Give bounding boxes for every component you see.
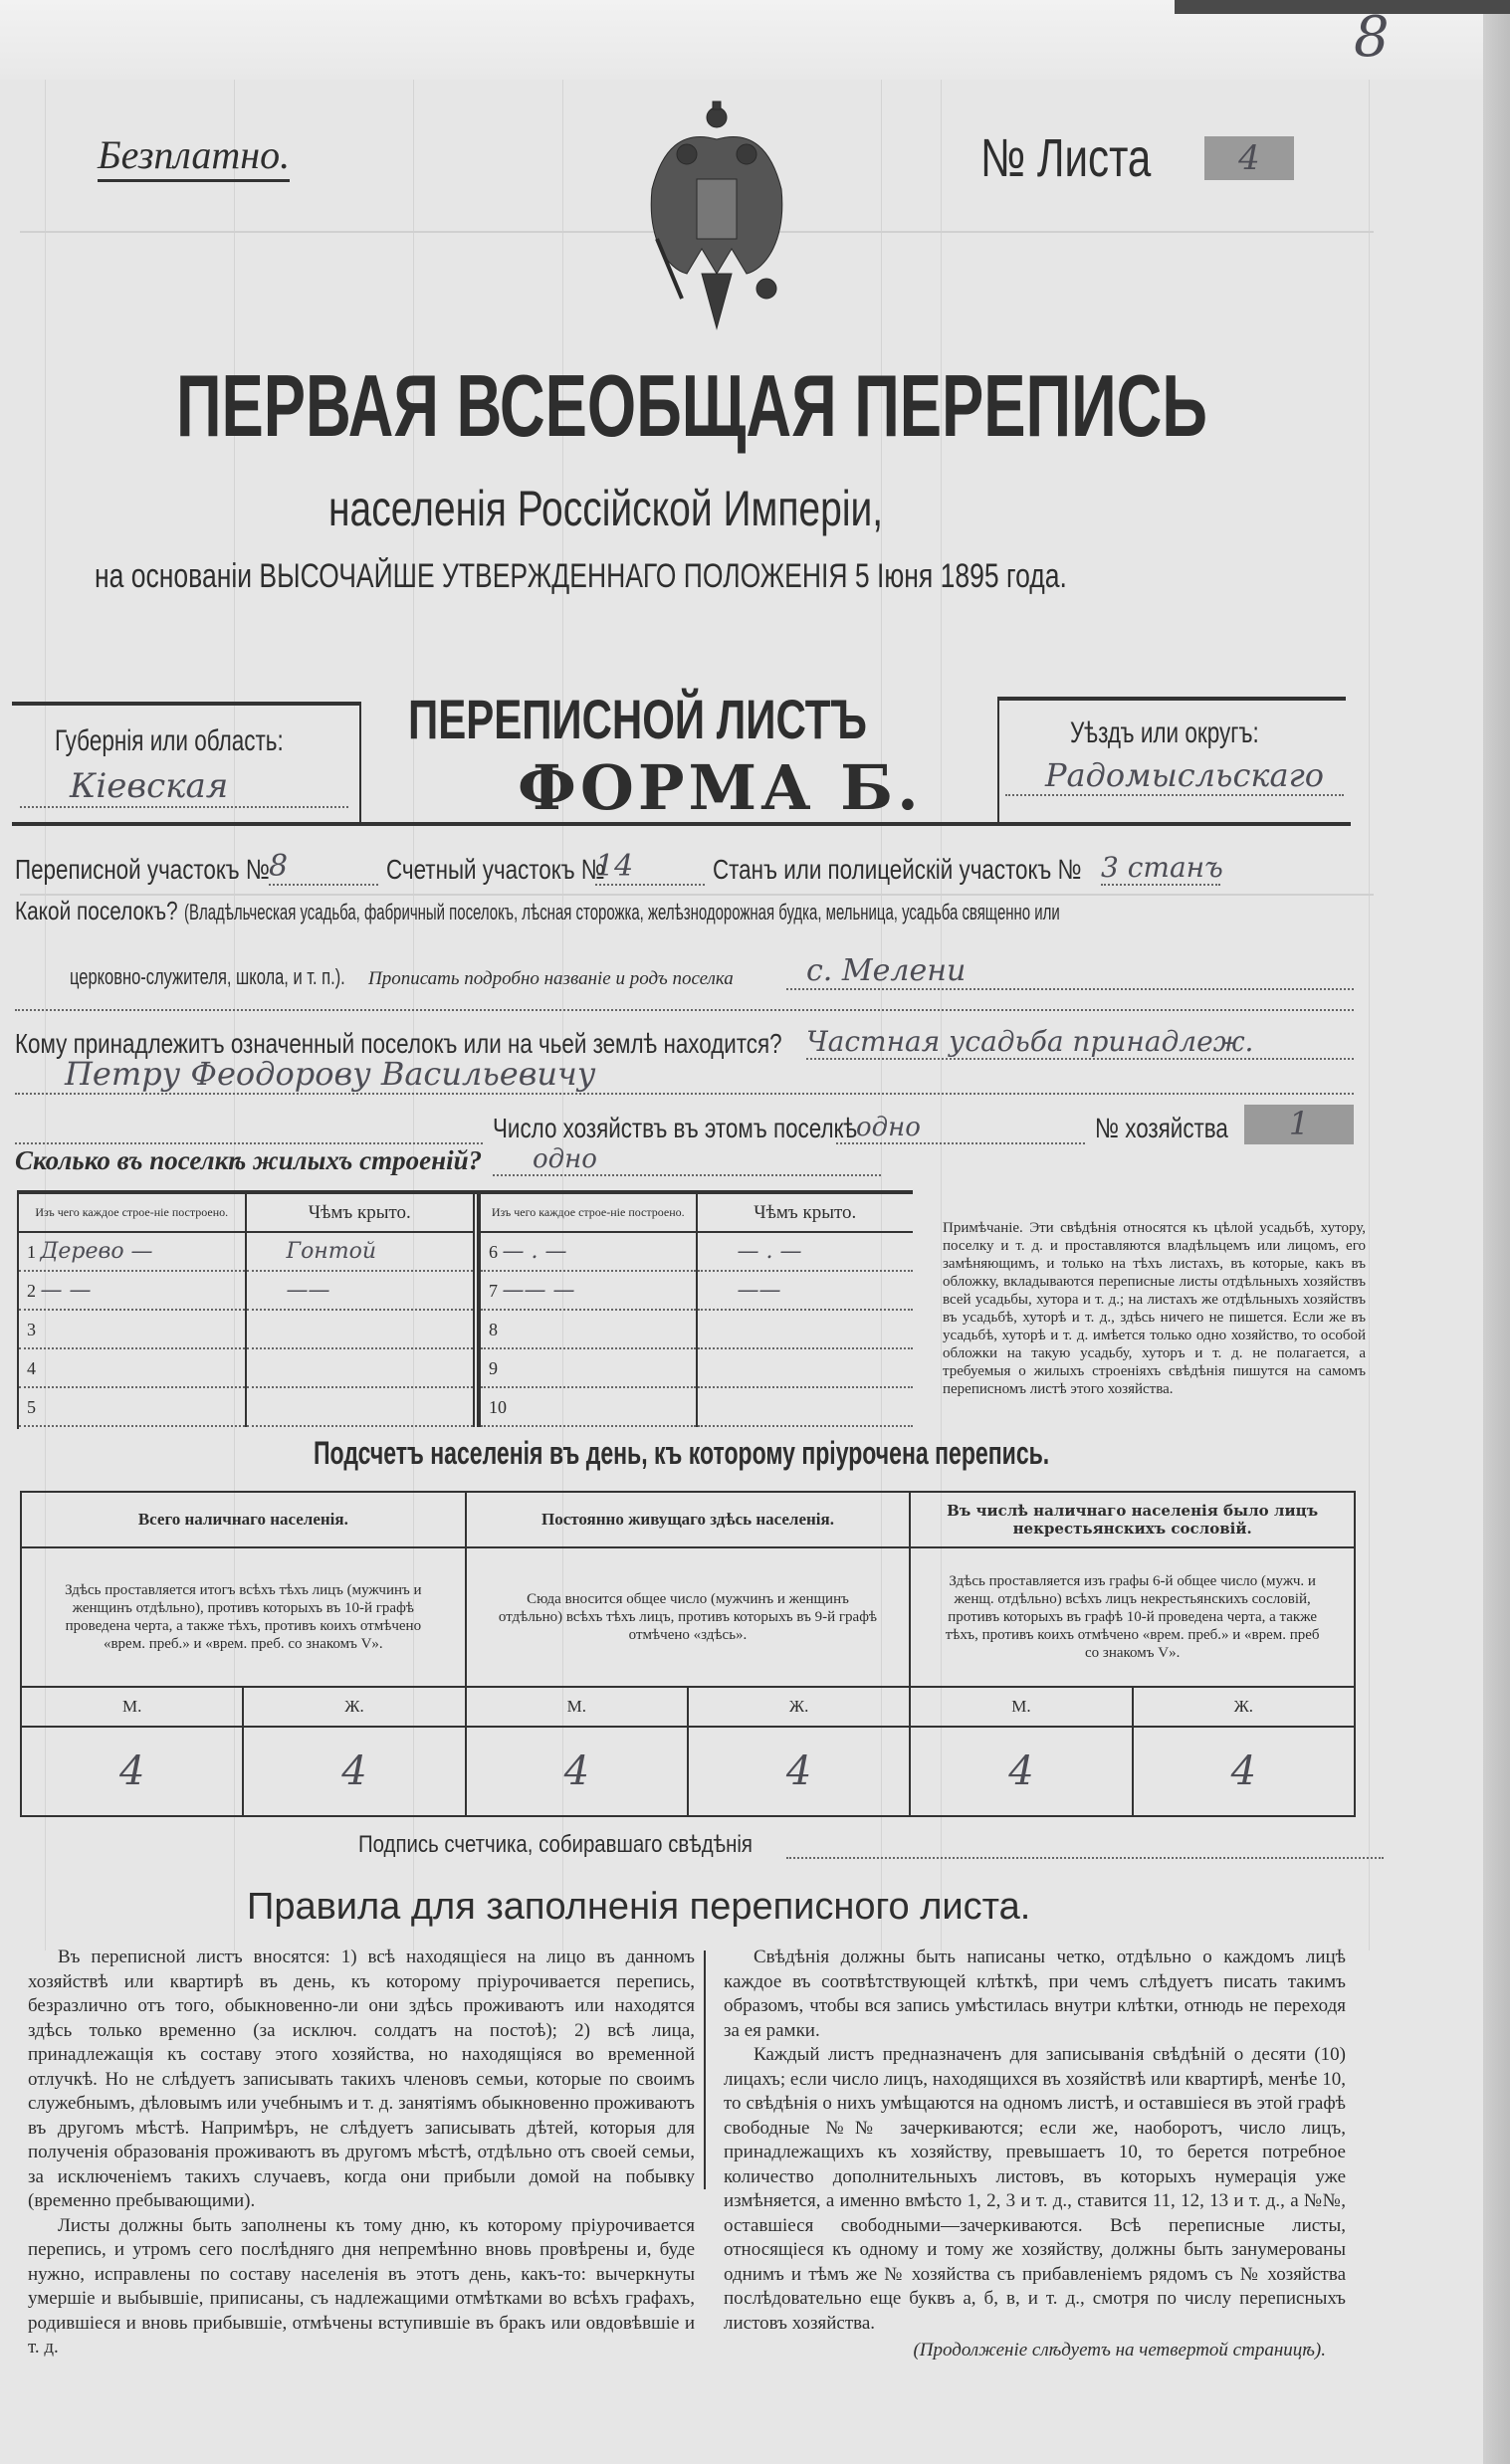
signature-label: Подпись счетчика, собиравшаго свѣдѣнія	[358, 1831, 753, 1858]
row-number: 7	[489, 1281, 498, 1301]
rules-paragraph: Свѣдѣнія должны быть написаны четко, отдѣльно о каждомъ лицѣ каждое въ соотвѣтствующей клѣткѣ, при чемъ слѣдуетъ писать такимъ образомъ, чтобы вся запись умѣстилась внутри клѣтки, отнюдь не переходя за ея рамки.	[724, 1947, 1346, 2041]
rules-title: Правила для заполненія переписного листа.	[247, 1886, 1031, 1928]
column-divider	[704, 1951, 706, 2189]
female-count: 4	[688, 1727, 910, 1816]
material-value: —— —	[502, 1278, 575, 1303]
female-header: Ж.	[688, 1687, 910, 1727]
legal-basis	[95, 557, 1341, 596]
female-header: Ж.	[243, 1687, 465, 1727]
buildings-table	[17, 1190, 913, 1427]
roof-value	[246, 1310, 474, 1348]
col-header-material: Изъ чего каждое строе-ніе построено.	[480, 1194, 697, 1232]
building-row	[18, 1348, 473, 1387]
roof-value	[697, 1310, 914, 1348]
district-value: Радомысльскаго	[1005, 756, 1344, 796]
signature-field[interactable]	[786, 1847, 1384, 1859]
census-section-value: 8	[269, 849, 378, 886]
building-row	[480, 1310, 913, 1348]
building-row	[480, 1271, 913, 1310]
divider	[997, 697, 1346, 701]
material-value: Дерево —	[40, 1239, 153, 1264]
col-header-roof: Чѣмъ крыто.	[246, 1194, 474, 1232]
col-header-material: Изъ чего каждое строе-ніе построено.	[18, 1194, 246, 1232]
roof-value: ——	[697, 1271, 914, 1310]
rules-right-column	[724, 1946, 1346, 2361]
settlement-instruction: Прописать подробно названіе и родъ поселка	[368, 968, 734, 989]
signature-row	[358, 1831, 1384, 1859]
male-header: М.	[21, 1687, 243, 1727]
background-strip	[1175, 0, 1510, 14]
row-number: 10	[489, 1397, 507, 1417]
count-group-title: Всего наличнаго населенія.	[21, 1492, 466, 1547]
count-section-value: 14	[595, 849, 705, 886]
province-value: Кіевская	[20, 766, 348, 808]
male-count: 4	[466, 1727, 688, 1816]
household-number-value: 1	[1244, 1105, 1354, 1144]
page-title	[176, 358, 1510, 456]
province-label: Губернія или область:	[55, 724, 284, 757]
building-row	[18, 1232, 473, 1271]
building-row	[18, 1387, 473, 1426]
row-number: 4	[27, 1358, 36, 1378]
settlement-value: с. Мелени	[786, 953, 1354, 990]
rules-paragraph: Въ переписной листъ вносятся: 1) всѣ находящіеся на лицо въ данномъ хозяйствѣ или квартирѣ въ день, къ которому пріурочивается перепись, безразлично отъ того, обыкновенно-ли они здѣсь проживаютъ или находятся здѣсь только временно (за исключ. солдатъ на постоѣ); 2) всѣ лица, принадлежащія къ составу этого хозяйства, но находящіяся во временной отлучкѣ. Но не слѣдуетъ записывать такихъ членовъ семьи, которые по своимъ служебнымъ, дѣловымъ или учебнымъ и т. д. занятіямъ обыкновенно проживаютъ въ другомъ мѣстѣ. Напримѣръ, не слѣдуетъ записывать дѣтей, которыя для полученія образованія проживаютъ въ другомъ мѣстѣ, отдѣльно отъ своей семьи, за исключеніемъ такихъ случаевъ, когда они прибыли домой на побывку (временно пребывающими).	[28, 1947, 695, 2211]
rules-paragraph: Каждый листъ предназначенъ для записыванія свѣдѣній о десяти (10) лицахъ; если число лицъ, находящихся въ хозяйствѣ или квартирѣ, менѣе 10, то свѣдѣнія о нихъ умѣщаются на одномъ листѣ, и оставшіеся въ этой графѣ свободные №№ зачеркиваются; если же, наоборотъ, число лицъ, принадлежащихъ къ хозяйству, превышаетъ 10, то берется потребное количество дополнительныхъ листовъ, въ которыхъ нумерація уже измѣняется, а именно вмѣсто 1, 2, 3 и т. д., ставится 11, 12, 13 и т. д., а №№, оставшіеся свободными—зачеркиваются. Всѣ переписные листы, относящіеся къ одному и тому же хозяйству, должны быть занумерованы однимъ и тѣмъ же № хозяйства съ прибавленіемъ рядомъ съ № хозяйства послѣдовательно еще буквъ а, б, в, и т. д., смотря по числу переписныхъ листовъ хозяйства.	[724, 2044, 1346, 2334]
corner-handwritten-mark: 8	[1354, 5, 1390, 70]
legal-basis-text: на основаніи ВЫСОЧАЙШЕ УТВЕРЖДЕННАГО ПОЛОЖЕНІЯ 5 Іюня 1895 года.	[95, 557, 1067, 595]
female-header: Ж.	[1133, 1687, 1355, 1727]
households-row: Число хозяйствъ въ этомъ поселкѣ одно № хозяйства 1	[15, 1105, 1354, 1144]
sheet-number	[980, 127, 1294, 189]
male-count: 4	[910, 1727, 1132, 1816]
form-name: ФОРМА Б.	[518, 751, 923, 824]
roof-value	[246, 1387, 474, 1426]
row-number: 1	[27, 1242, 36, 1262]
households-value: одно	[836, 1113, 1085, 1144]
male-header: М.	[466, 1687, 688, 1727]
count-group-description: Здѣсь проставляется итогъ всѣхъ тѣхъ лицъ (мужчинъ и женщинъ отдѣльно), противъ которыхъ въ 10-й графѣ проведена черта, а также тѣхъ, противъ коихъ отмѣчено «врем. преб.» и «врем. преб. со знакомъ V».	[21, 1547, 466, 1687]
building-row	[480, 1348, 913, 1387]
row-number: 8	[489, 1320, 498, 1339]
owner-value-1: Частная усадьба принадлеж.	[806, 1025, 1354, 1060]
form-title: ПЕРЕПИСНОЙ ЛИСТЪ	[408, 688, 867, 750]
rules-left-column	[28, 1946, 695, 2361]
building-row	[18, 1310, 473, 1348]
roof-value	[246, 1348, 474, 1387]
roof-value: Гонтой	[246, 1232, 474, 1271]
roof-value: ——	[246, 1271, 474, 1310]
owner-value-2: Петру Феодорову Васильевичу	[15, 1055, 1354, 1095]
stan-value: 3 станъ	[1101, 851, 1223, 884]
row-number: 3	[27, 1320, 36, 1339]
row-number: 2	[27, 1281, 36, 1301]
divider	[17, 1190, 19, 1429]
female-count: 4	[1133, 1727, 1355, 1816]
divider	[12, 702, 360, 706]
row-number: 6	[489, 1242, 498, 1262]
roof-value: — . —	[697, 1232, 914, 1271]
count-group-description: Сюда вносится общее число (мужчинъ и женщинъ отдѣльно) всѣхъ тѣхъ лицъ, противъ которыхъ въ 9-й графѣ отмѣчено «здѣсь».	[466, 1547, 911, 1687]
note-text: Примѣчаніе. Эти свѣдѣнія относятся къ цѣлой усадьбѣ, хутору, поселку и т. д. и проставляются владѣльцемъ или лицомъ, его замѣняющимъ, и только на тѣхъ листахъ, въ которые, какъ въ обложку, вкладываются переписные листы отдѣльныхъ хозяйствъ всей усадьбы, хутора и т. д.; на листахъ же отдѣльныхъ хозяйствъ въ усадьбѣ, хуторѣ и т. д., здѣсь ничего не пишется. Если же въ усадьбѣ, хуторѣ и т. д. имѣется только одно хозяйство, то особой обложки на такую усадьбу, хуторъ и т. д. не полагается, а требуемыя о жилыхъ строеніяхъ свѣдѣнія пишутся на самомъ переписномъ листѣ этого хозяйства.	[943, 1220, 1366, 1397]
sheet-number-value: 4	[1204, 136, 1294, 180]
page-title-text: ПЕРВАЯ ВСЕОБЩАЯ ПЕРЕПИСЬ	[176, 356, 1207, 455]
male-header: М.	[910, 1687, 1132, 1727]
building-row	[480, 1232, 913, 1271]
row-number: 5	[27, 1397, 36, 1417]
buildings-value: одно	[493, 1144, 881, 1176]
roof-value	[697, 1387, 914, 1426]
population-count-table	[20, 1491, 1356, 1817]
blank-line	[15, 995, 1354, 1011]
free-label: Безплатно.	[98, 131, 290, 182]
page-subtitle-text: населенія Россійской Имперіи,	[328, 481, 884, 536]
count-group-title: Въ числѣ наличнаго населенія было лицъ некрестьянскихъ сословій.	[910, 1492, 1355, 1547]
continued-note: (Продолженіе слѣдуетъ на четвертой страницѣ).	[913, 2340, 1326, 2361]
count-group-description: Здѣсь проставляется изъ графы 6-й общее число (мужч. и женщ. отдѣльно) всѣхъ лицъ некрестьянскихъ сословій, противъ которыхъ въ графѣ 10-й проведена черта, а также тѣхъ, противъ коихъ отмѣчено «врем. преб.» и «врем. преб со знакомъ V».	[910, 1547, 1355, 1687]
col-header-roof: Чѣмъ крыто.	[697, 1194, 914, 1232]
female-count: 4	[243, 1727, 465, 1816]
roof-value	[697, 1348, 914, 1387]
settlement-question: Какой поселокъ? (Владѣльческая усадьба, фабричный поселокъ, лѣсная сторожка, желѣзнодорожная будка, мельница, усадьба священно или	[15, 896, 1060, 925]
male-count: 4	[21, 1727, 243, 1816]
count-group-title: Постоянно живущаго здѣсь населенія.	[466, 1492, 911, 1547]
building-row	[480, 1387, 913, 1426]
imperial-eagle-emblem	[642, 100, 791, 338]
sheet-number-label: № Листа	[980, 128, 1152, 188]
row-number: 9	[489, 1358, 498, 1378]
district-label: Уѣздъ или округъ:	[1070, 717, 1259, 749]
count-heading: Подсчетъ населенія въ день, къ которому пріурочена перепись.	[314, 1435, 1050, 1471]
owner-row: Кому принадлежитъ означенный поселокъ или на чьей землѣ находится? Частная усадьба принадлеж.	[15, 1025, 1354, 1060]
page-subtitle	[328, 480, 1039, 537]
settlement-line: церковно-служителя, школа, и т. п.). Прописать подробно названіе и родъ поселка с. Мелени	[70, 953, 1354, 990]
material-value: — . —	[502, 1239, 567, 1264]
buildings-row: Сколько въ поселкѣ жилыхъ строеній? одно	[15, 1144, 881, 1176]
sections-row: Переписной участокъ № 8 Счетный участокъ № 14 Станъ или полицейскій участокъ № 3 станъ	[15, 849, 1223, 885]
material-value: — —	[40, 1278, 92, 1303]
rules-paragraph: Листы должны быть заполнены къ тому дню, къ которому пріурочивается перепись, и утромъ сего послѣдняго дня непремѣнно вновь провѣрены и, буде нужно, исправлены по составу населенія въ этотъ день, какъ-то: вычеркнуты умершіе и выбывшіе, приписаны, съ надлежащими отмѣтками во всѣхъ графахъ, родившіеся и вновь прибывшіе, отмѣчены вступившіе въ бракъ или овдовѣвшіе и т. д.	[28, 2214, 695, 2358]
divider	[359, 702, 361, 824]
divider	[997, 697, 999, 826]
building-row	[18, 1271, 473, 1310]
divider	[12, 822, 1351, 826]
